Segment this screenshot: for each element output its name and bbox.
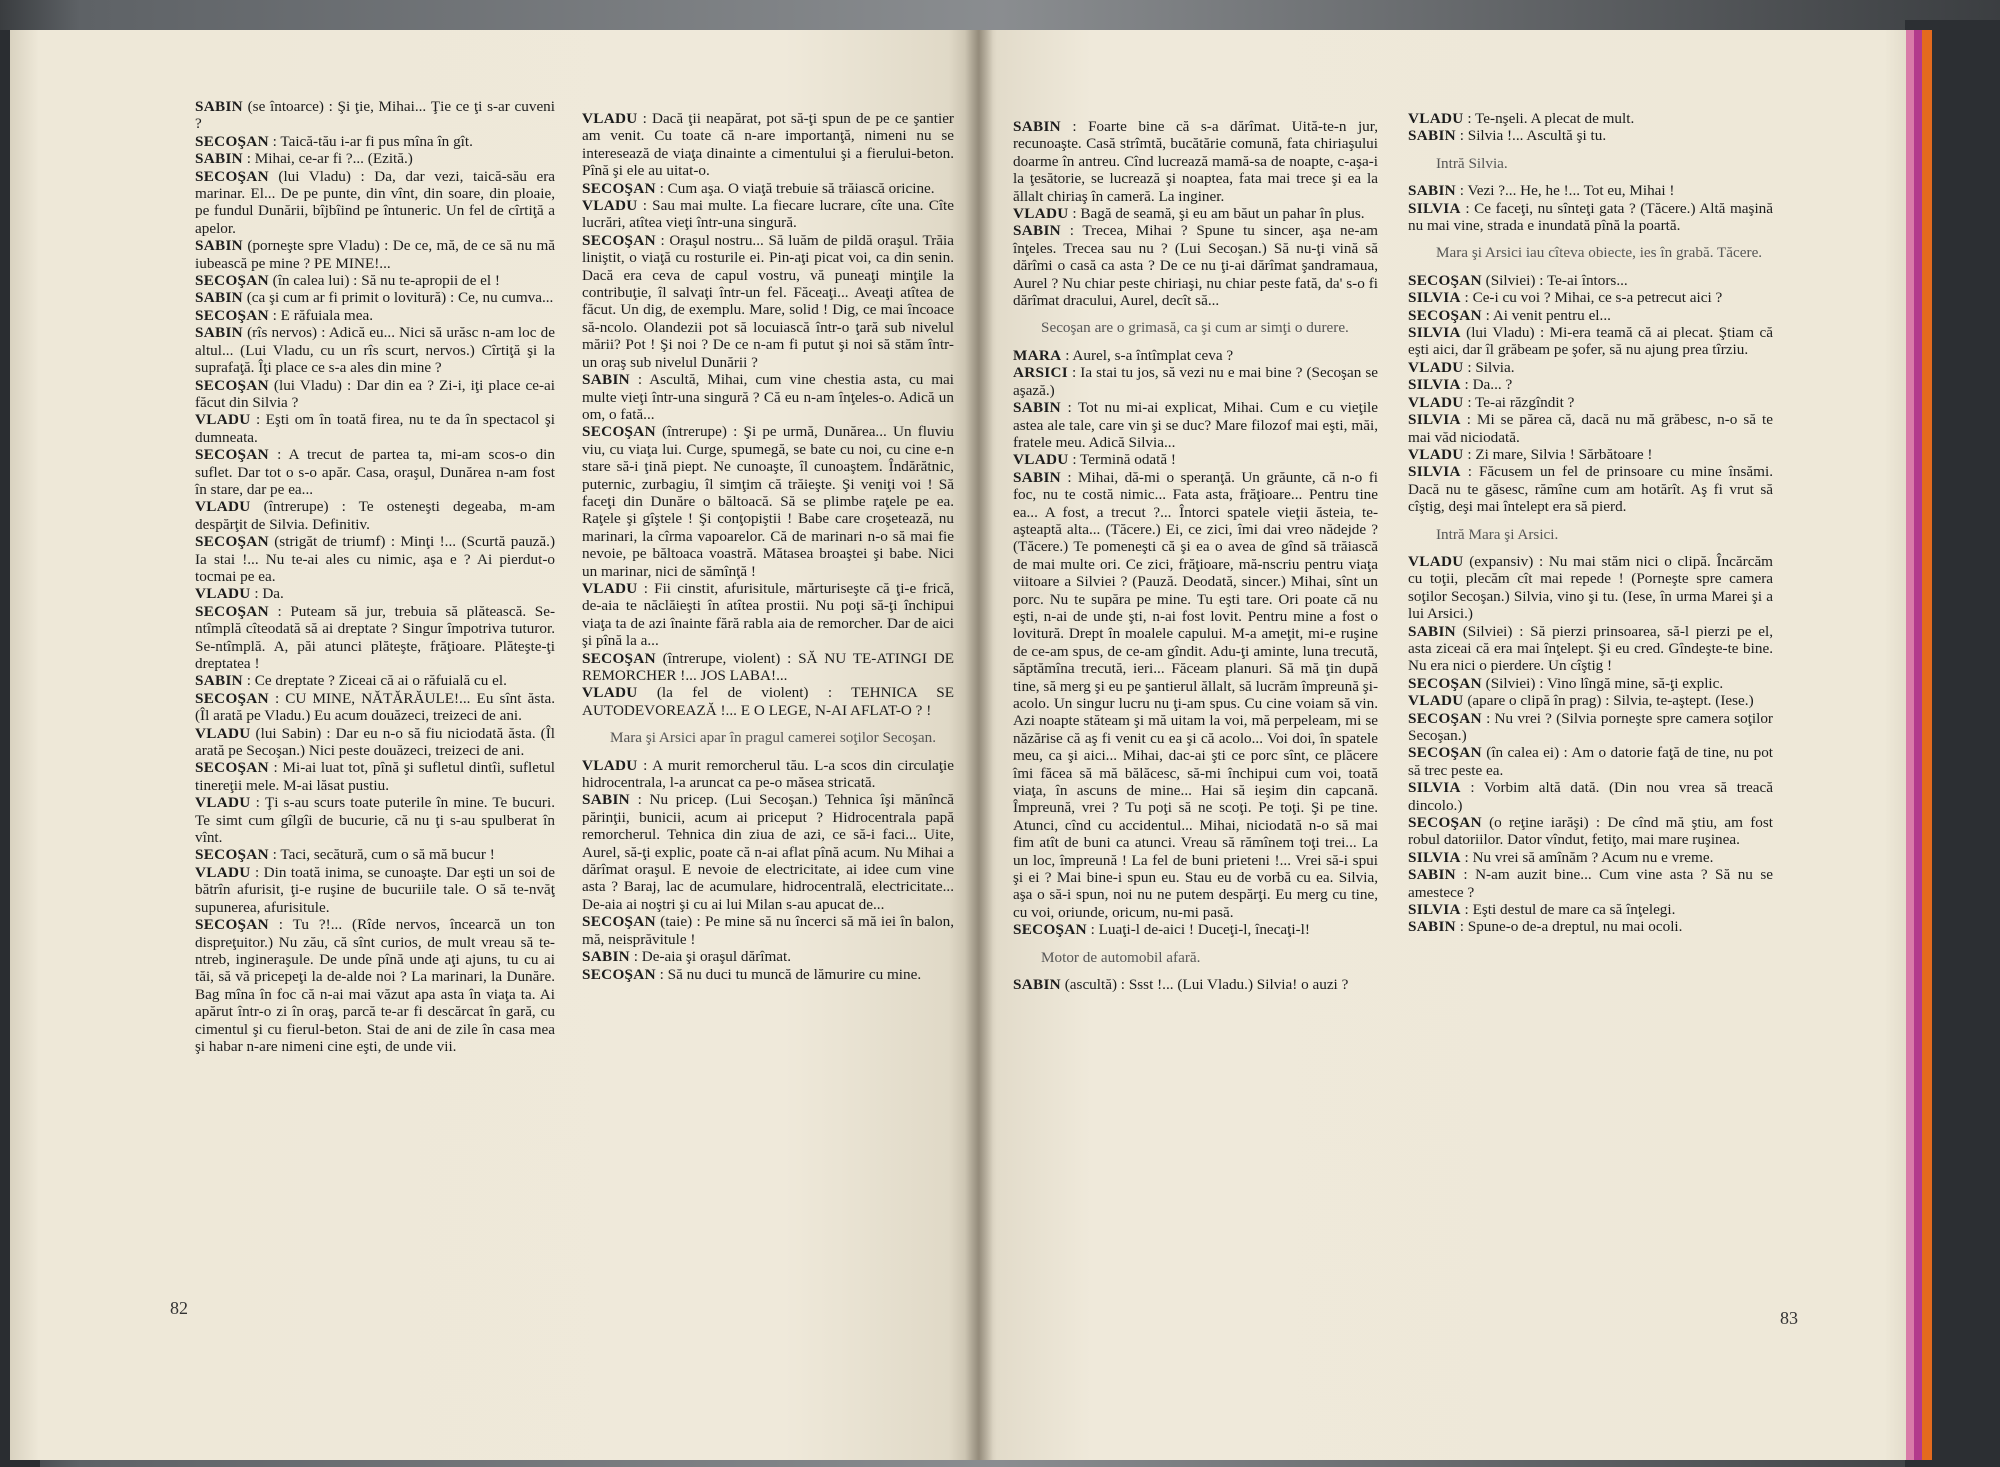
- dialogue-text: (o reţine iarăşi) : De cînd mă ştiu, am fost robul datoriilor. Dator vîndut, fetiţo, mai mare ruşinea.: [1408, 814, 1773, 849]
- speaker-name: SILVIA: [1408, 901, 1461, 919]
- speaker-name: VLADU: [582, 579, 638, 597]
- dialogue-line: [1408, 376, 1773, 393]
- dialogue-text: : Silvia.: [1467, 358, 1515, 376]
- dialogue-text: : CU MINE, NĂTĂRĂULE!... Eu sînt ăsta. (Îl arată pe Vladu.) Eu acum douăzeci, treizeci de ani.: [195, 689, 555, 725]
- stage-direction: Motor de automobil afară.: [1041, 948, 1201, 966]
- speaker-name: SECOŞAN: [1408, 271, 1482, 289]
- dialogue-line: [1408, 918, 1773, 935]
- dialogue-text: : Făcusem un fel de prinsoare cu mine însămi. Dacă nu te găsesc, rămîne cum am hotărît. Aş fi vrut să cîştig, deşi mai întelept era să pierd.: [1408, 463, 1773, 516]
- dialogue-line: [582, 966, 954, 983]
- dialogue-line: [1408, 866, 1773, 901]
- dialogue-text: (apare o clipă în prag) : Silvia, te-aştept. (Iese.): [1467, 692, 1754, 710]
- dialogue-line: [1013, 205, 1378, 222]
- speaker-name: MARA: [1013, 346, 1062, 364]
- dialogue-line: [195, 411, 555, 446]
- speaker-name: SABIN: [195, 150, 243, 168]
- speaker-name: SABIN: [195, 237, 243, 255]
- speaker-name: SECOŞAN: [1408, 306, 1482, 324]
- dialogue-line: [582, 232, 954, 371]
- dialogue-text: (taie) : Pe mine să nu încerci să mă iei în balon, mă, neisprăvitule !: [582, 913, 955, 948]
- dialogue-line: [1408, 394, 1773, 411]
- speaker-name: VLADU: [1408, 358, 1464, 376]
- dialogue-text: : Ai venit pentru el...: [1485, 306, 1611, 324]
- right-page: [978, 30, 1922, 1460]
- speaker-name: SECOŞAN: [582, 913, 656, 931]
- speaker-name: VLADU: [1408, 110, 1464, 127]
- dialogue-text: : Eşti om în toată firea, nu te da în spectacol şi dumneata.: [195, 411, 556, 446]
- speaker-name: SECOŞAN: [582, 231, 656, 249]
- dialogue-text: : N-am auzit bine... Cum vine asta ? Să nu se amestece ?: [1408, 866, 1773, 901]
- dialogue-text: : Sau mai multe. La fiecare lucrare, cîte una. Cîte lucrări, atîtea vieţi într-una singură.: [582, 197, 954, 232]
- speaker-name: SABIN: [582, 371, 630, 389]
- dialogue-line: [1013, 451, 1378, 468]
- dialogue-text: : Nu vrei ? (Silvia porneşte spre camera soţilor Secoşan.): [1408, 709, 1773, 744]
- dialogue-text: : Taică-tău i-ar fi pus mîna în gît.: [272, 132, 473, 150]
- speaker-name: SECOŞAN: [195, 602, 269, 620]
- speaker-name: VLADU: [1408, 393, 1464, 411]
- dialogue-line: [195, 150, 555, 167]
- dialogue-line: [582, 371, 954, 423]
- dialogue-line: [1408, 324, 1773, 359]
- dialogue-text: (strigăt de triumf) : Minţi !... (Scurtă pauză.) Ia stai !... Nu te-ai ales cu nimic, aşa e ? Ai pierdut-o tocmai pe ea.: [195, 533, 555, 585]
- speaker-name: SABIN: [582, 948, 630, 966]
- dialogue-line: [582, 757, 954, 792]
- speaker-name: VLADU: [582, 756, 638, 774]
- dialogue-line: [582, 110, 954, 180]
- speaker-name: SECOŞAN: [195, 533, 269, 551]
- stage-direction: Secoşan are o grimasă, ca şi cum ar simţi o durere.: [1041, 319, 1349, 337]
- dialogue-line: [195, 725, 555, 760]
- dialogue-line: [195, 168, 555, 238]
- speaker-name: SECOŞAN: [195, 306, 269, 324]
- speaker-name: SABIN: [1013, 118, 1061, 135]
- speaker-name: VLADU: [582, 197, 638, 215]
- dialogue-line: [1408, 814, 1773, 849]
- dialogue-line: [195, 916, 555, 1055]
- dialogue-text: (lui Vladu) : Mi-era teamă că ai plecat. Ştiam că eşti aici, dar îl grăbeam pe şofer, să nu ajung prea tîrziu.: [1408, 324, 1774, 359]
- dialogue-text: (întrerupe) : Te osteneşti degeaba, m-am despărţit de Silvia. Definitiv.: [195, 498, 556, 533]
- speaker-name: VLADU: [195, 411, 251, 429]
- speaker-name: SECOŞAN: [1408, 709, 1482, 727]
- speaker-name: VLADU: [195, 724, 251, 742]
- book-spread: [10, 30, 1922, 1460]
- dialogue-text: (Silviei) : Să pierzi prinsoarea, să-l pierzi pe el, asta ziceai că era mai înţelept. Şi eu cred. Gîndeşte-te bine. Nu era nici o pierdere. Un cîştig !: [1408, 622, 1773, 675]
- speaker-name: SECOŞAN: [582, 965, 656, 983]
- dialogue-line: [1408, 744, 1773, 779]
- dialogue-text: : Ascultă, Mihai, cum vine chestia asta, cu mai multe vieţi într-una singură ? Că eu n-am înţeles-o. Adică un om, o fată...: [582, 371, 954, 423]
- dialogue-text: (lui Vladu) : Da, dar vezi, taică-său era marinar. El... De pe punte, din vînt, din soare, din ploaie, pe fundul Dunării, bîjbîind pe întuneric. Un fel de cîrtiţă a apelor.: [195, 167, 556, 237]
- speaker-name: SECOŞAN: [1013, 921, 1087, 939]
- dialogue-text: : Da.: [254, 585, 284, 603]
- dialogue-text: (lui Vladu) : Dar din ea ? Zi-i, iţi place ce-ai făcut din Silvia ?: [195, 376, 556, 411]
- page-edge-stripe: [1914, 30, 1922, 1460]
- speaker-name: SABIN: [1013, 468, 1061, 486]
- dialogue-line: [1013, 976, 1378, 993]
- dialogue-line: [1408, 692, 1773, 709]
- dialogue-line: [195, 237, 555, 272]
- dialogue-line: [1408, 307, 1773, 324]
- speaker-name: SECOŞAN: [195, 167, 269, 185]
- dialogue-text: : Oraşul nostru... Să luăm de pildă oraşul. Trăia liniştit, o viaţă cu rosturile ei. Pin-aţi picat voi, ca din senin. Dacă era ceva de capul vostru, vă puneaţi minţile la contribuţie, îl salvaţi într-un fel. Făceaţi... Aveaţi atîtea de făcut. Un dig, de exemplu. Mare, solid ! Dig, ce mai încoace să-ncolo. Olandezii pot să locuiască într-o ţară sub nivelul mării? Pot ! Şi noi ? De ce n-am fi putut şi noi să stăm într-un oraş sub nivelul Dunării ?: [582, 231, 955, 371]
- dialogue-line: [195, 98, 555, 133]
- dialogue-line: [582, 423, 954, 580]
- speaker-name: SILVIA: [1408, 199, 1461, 217]
- speaker-name: SECOŞAN: [195, 846, 269, 864]
- dialogue-text: : Termină odată !: [1072, 451, 1176, 469]
- dialogue-line: [1408, 411, 1773, 446]
- dialogue-line: [195, 864, 555, 916]
- dialogue-text: : Te-nşeli. A plecat de mult.: [1467, 110, 1635, 127]
- speaker-name: SILVIA: [1408, 324, 1461, 342]
- speaker-name: SECOŞAN: [195, 272, 269, 290]
- dialogue-line: [1408, 901, 1773, 918]
- dialogue-text: : Ce-i cu voi ? Mihai, ce s-a petrecut aici ?: [1464, 289, 1723, 307]
- speaker-name: VLADU: [195, 585, 251, 603]
- book-gutter: [965, 30, 993, 1460]
- dialogue-line: [582, 913, 954, 948]
- dialogue-text: (expansiv) : Nu mai stăm nici o clipă. Încărcăm cu toţii, plecăm cît mai repede ! (Porneşte spre camera soţilor Secoşan.) Silvia, vino şi tu. (Iese, în urma Marei şi a lui Arsici.): [1408, 552, 1773, 623]
- dialogue-text: : De-aia şi oraşul dărîmat.: [633, 948, 792, 966]
- dialogue-text: (porneşte spre Vladu) : De ce, mă, de ce să nu mă iubească pe mine ? PE MINE!...: [195, 237, 556, 272]
- dialogue-line: [582, 197, 954, 232]
- dialogue-text: (în calea ei) : Am o datorie faţă de tine, nu pot să trec peste ea.: [1408, 744, 1774, 779]
- speaker-name: SILVIA: [1408, 411, 1461, 429]
- dialogue-line: [1408, 110, 1773, 127]
- dialogue-line: [1013, 118, 1378, 205]
- dialogue-text: : Da... ?: [1464, 376, 1513, 394]
- dialogue-text: : Tot nu mi-ai explicat, Mihai. Cum e cu vieţile astea ale tale, care vin şi se duc? Mare filozof mai eşti, măi, fratele meu. Adică Silvia...: [1013, 399, 1378, 451]
- speaker-name: SABIN: [1013, 976, 1061, 994]
- dialogue-line: [195, 603, 555, 673]
- dialogue-line: [1408, 182, 1773, 199]
- speaker-name: SILVIA: [1408, 289, 1461, 307]
- page-number-right: 83: [1780, 1308, 1798, 1328]
- dialogue-text: (la fel de violent) : TEHNICA SE AUTODEVOREAZĂ !... E O LEGE, N-AI AFLAT-O ? !: [582, 684, 954, 719]
- dialogue-text: : Tu ?!... (Rîde nervos, încearcă un ton dispreţuitor.) Nu zău, că sînt curios, de mult vreau să te-ntreb, ingineraşule. De unde pînă unde aţi ajuns, tu cu ai tăi, să vă pricepeţi la de-alde noi ? La marinari, la Dunăre. Bag mîna în foc că n-ai mai văzut apa asta în viaţa ta. Ai apărut într-o zi în oraş, parcă te-ar fi descărcat în gară, cu cimentul şi cu fierul-beton. Stai de ani de zile în casa mea şi habar n-are nimeni cine eşti, de unde vii.: [195, 916, 555, 1055]
- dialogue-line: [195, 794, 555, 846]
- speaker-name: SECOŞAN: [1408, 674, 1482, 692]
- speaker-name: VLADU: [1408, 445, 1464, 463]
- speaker-name: VLADU: [582, 684, 638, 702]
- stage-direction: Intră Mara şi Arsici.: [1436, 525, 1559, 543]
- dialogue-text: : Vorbim altă dată. (Din nou vrea să treacă dincolo.): [1408, 779, 1774, 814]
- speaker-name: SECOŞAN: [582, 649, 656, 667]
- speaker-name: SABIN: [195, 98, 243, 115]
- speaker-name: SECOŞAN: [195, 916, 269, 934]
- dialogue-line: [195, 690, 555, 725]
- speaker-name: SABIN: [582, 791, 630, 809]
- speaker-name: SABIN: [195, 289, 243, 307]
- dialogue-line: [582, 650, 954, 685]
- dialogue-line: [195, 272, 555, 289]
- speaker-name: SABIN: [195, 324, 243, 342]
- dialogue-line: [195, 289, 555, 306]
- dialogue-text: : A trecut de partea ta, mi-am scos-o din suflet. Dar tot o s-o apăr. Casa, oraşul, Dunărea n-am fost în stare, dar pe ea...: [195, 446, 555, 498]
- left-page-column-1: [195, 98, 555, 1055]
- dialogue-text: : Fii cinstit, afurisitule, mărturiseşte că ţi-e frică, de-aia te năclăieşti în atîtea prostii. Nu poţi să-ţi închipui viaţa ta de azi înainte fără rabla aia de remorcher. Dar de aici şi pînă la a...: [582, 579, 955, 650]
- dialogue-text: (în calea lui) : Să nu te-apropii de el !: [272, 272, 500, 290]
- dialogue-line: [195, 133, 555, 150]
- speaker-name: VLADU: [195, 794, 251, 812]
- dialogue-text: (ca şi cum ar fi primit o lovitură) : Ce, nu cumva...: [246, 289, 554, 307]
- right-page-column-1: [1013, 118, 1378, 994]
- dialogue-text: : Trecea, Mihai ? Spune tu sincer, aşa ne-am înţeles. Trecea sau nu ? (Lui Secoşan.) Să nu-ţi vină să dărîmi o casă ca asta ? De ce nu ţi-ai dărîmat şandramaua, Aurel ? Nu chiar peste chiriaşi, nu chiar peste fată, da' s-o fi dărîmat dracului, Aurel, decît să...: [1013, 222, 1378, 310]
- speaker-name: VLADU: [582, 110, 638, 127]
- dialogue-line: [582, 684, 954, 719]
- speaker-name: SECOŞAN: [195, 689, 269, 707]
- speaker-name: SECOŞAN: [195, 132, 269, 150]
- speaker-name: VLADU: [1013, 205, 1069, 223]
- dialogue-line: [1408, 463, 1773, 515]
- dialogue-text: : Nu vrei să amînăm ? Acum nu e vreme.: [1464, 848, 1714, 866]
- dialogue-line: [1013, 222, 1378, 309]
- left-page-column-2: [582, 110, 954, 983]
- speaker-name: SABIN: [195, 672, 243, 690]
- dialogue-text: : Bagă de seamă, şi eu am băut un pahar în plus.: [1072, 205, 1365, 223]
- dialogue-text: : Silvia !... Ascultă şi tu.: [1459, 127, 1607, 145]
- dialogue-line: [582, 948, 954, 965]
- speaker-name: SECOŞAN: [582, 179, 656, 197]
- dialogue-text: : Ia stai tu jos, să vezi nu e mai bine ? (Secoşan se aşază.): [1013, 364, 1378, 399]
- speaker-name: VLADU: [1013, 451, 1069, 469]
- dialogue-text: : Te-ai răzgîndit ?: [1467, 393, 1575, 411]
- dialogue-line: [582, 180, 954, 197]
- dialogue-line: [582, 580, 954, 650]
- dialogue-text: : Nu pricep. (Lui Secoşan.) Tehnica îşi mănîncă părinţii, bunicii, acum ai priceput ? Hidrocentrala papă remorcherul. Tehnica din ziua de azi, ce să-i faci... Uite, Aurel, să-ţi explic, poate că n-ai aflat pînă acum. Nu Mihai a dărîmat oraşul. E nevoie de electricitate, ai idee cum vine asta ? Baraj, lac de acumulare, hidrocentrală, electricitate... De-aia ai noştri şi cu ai lui Milan s-au apucat de...: [582, 791, 954, 913]
- dialogue-line: [1408, 553, 1773, 623]
- dialogue-text: : Cum aşa. O viaţă trebuie să trăiască oricine.: [659, 179, 935, 197]
- speaker-name: SABIN: [1408, 918, 1456, 936]
- left-page: [10, 30, 978, 1460]
- dialogue-text: : Mihai, dă-mi o speranţă. Un grăunte, că n-o fi foc, nu te costă nimic... Fata asta, frăţioare... Pentru tine ea... A fost, a trecut ?... Întorci spatele vieţii ăsteia, te-aşteaptă alta... (Tăcere.) Ei, ce zici, îmi dai vreo nădejde ? (Tăcere.) Te pomeneşti că şi ea o avea de gînd să trăiască de mai multe ori. Ce zici, frăţioare, mă-nscriu pentru viaţa viitoare a Silviei ? (Pauză. Deodată, sincer.) Mihai, sînt un porc. Nu te supăra pe mine. Tu eşti tare. Ori poate că nu eşti, n-ai de unde şti, n-ai fost lovit. Pentru mine a fost o lovitură. Drept în moalele capului. M-a ameţit, mi-e ruşine de ce-am spus, de ce-am gîndit. Adu-ţi aminte, luna trecută, săptămîna trecută, ieri... Făceam planuri. Să mă ţin după tine, să merg şi eu pe şantierul ăllalt, să lucrăm împreună şi-acolo. Un singur lucru nu ţi-am spus. Cu cine voiam să vin. Azi noapte stăteam şi mă uitam la voi, mă perpeleam, mi se năzărise că aş fi venit cu ea şi că acolo... Voi doi, în spatele meu, ca şi aici... Mihai, dac-ai şti ce porc sînt, ce plăcere îmi făcea să mă bălăcesc, să-mi închipui cum voi, toată viaţa, în ascuns de mine... Hai să ieşim din capcană. Împreună, vrei ? Tu poţi să ne scoţi. Pe toţi. Şi pe tine. Atunci, cînd cu accidentul... Mihai, niciodată n-o să mai fim atît de buni ca atunci. Vreau să rămînem toţi trei... La un loc, împreună ! La fel de buni prieteni !... Vrei să-i spui şi ei ? Mai bine-i spun eu. Stau eu de vorbă cu ea. Silvia, aşa o să-i spun, noi nu ne putem despărţi. Eu merg cu tine, cu voi, oriunde, oricum, nu-mi pasă.: [1013, 468, 1378, 921]
- dialogue-line: [195, 846, 555, 863]
- dialogue-text: : Foarte bine că s-a dărîmat. Uită-te-n jur, recunoaşte. Casă strîmtă, bucătărie comună, fata chiriaşului doarme în antreu. Cînd lucrează mamă-sa de noapte, c-aşa-i la ţesătorie, se lucrează şi noaptea, fata mai trece şi ea la ăllalt chiriaş în cameră. La inginer.: [1013, 118, 1379, 205]
- dialogue-line: [195, 533, 555, 585]
- dialogue-text: : Mi-ai luat tot, pînă şi sufletul dintîi, sufletul tinereţii mele. M-ai lăsat pustiu.: [195, 759, 555, 794]
- speaker-name: ARSICI: [1013, 364, 1068, 382]
- dialogue-text: : Taci, secătură, cum o să mă bucur !: [272, 846, 495, 864]
- dialogue-line: [1408, 272, 1773, 289]
- dialogue-line: [195, 377, 555, 412]
- dialogue-text: : Mi se părea că, dacă nu mă grăbesc, n-o să te mai văd niciodată.: [1408, 411, 1774, 446]
- dialogue-text: (ascultă) : Ssst !... (Lui Vladu.) Silvia! o auzi ?: [1064, 976, 1349, 994]
- speaker-name: VLADU: [195, 498, 251, 516]
- dialogue-line: [1408, 200, 1773, 235]
- speaker-name: SECOŞAN: [1408, 814, 1482, 832]
- dialogue-text: : Mihai, ce-ar fi ?... (Ezită.): [246, 150, 413, 168]
- dialogue-line: [1013, 921, 1378, 938]
- dialogue-text: : Ce faceţi, nu sînteţi gata ? (Tăcere.) Altă maşină nu mai vine, strada e inundată pînă la poartă.: [1408, 199, 1773, 235]
- dialogue-text: : Luaţi-l de-aici ! Duceţi-l, înecaţi-l!: [1090, 921, 1310, 939]
- speaker-name: SABIN: [1408, 866, 1456, 884]
- speaker-name: SECOŞAN: [195, 376, 269, 394]
- speaker-name: VLADU: [1408, 692, 1464, 710]
- dialogue-line: [1408, 289, 1773, 306]
- dialogue-text: : Vezi ?... He, he !... Tot eu, Mihai !: [1459, 182, 1675, 200]
- dialogue-line: [1408, 446, 1773, 463]
- speaker-name: SILVIA: [1408, 463, 1461, 481]
- speaker-name: SECOŞAN: [195, 446, 269, 464]
- dialogue-text: (Silviei) : Vino lîngă mine, să-ţi explic.: [1485, 674, 1724, 692]
- dialogue-text: (întrerupe) : Şi pe urmă, Dunărea... Un fluviu viu, cu viaţa lui. Curge, spumegă, se bate cu noi, cu cine e-n stare să-i ţină piept. Ne cunoaşte, îl cunoaştem. Îndărătnic, puternic, zurbagiu, îl simţim că trăieşte. Şi veniţi voi ! Să faceţi din Dunăre o băltoacă. Să se plimbe raţele pe ea. Raţele şi gîştele ! Şi conţopiştii ! Babe care croşetează, nu marinari, la cîrma vapoarelor. Că de marinari n-o să mai fie nevoie, pe băltoaca voastră. Mătasea broaştei şi babe. Nici un marinar, nici de sămînţă !: [582, 423, 954, 580]
- dialogue-line: [1408, 675, 1773, 692]
- speaker-name: VLADU: [1408, 552, 1464, 570]
- dialogue-line: [1408, 710, 1773, 745]
- page-edge-stripe: [1922, 30, 1932, 1460]
- dialogue-line: [195, 307, 555, 324]
- speaker-name: SECOŞAN: [1408, 744, 1482, 762]
- right-page-column-2: [1408, 110, 1773, 936]
- dialogue-line: [1013, 347, 1378, 364]
- dialogue-line: [582, 791, 954, 913]
- dialogue-text: : Aurel, s-a întîmplat ceva ?: [1065, 346, 1234, 364]
- speaker-name: SILVIA: [1408, 376, 1461, 394]
- stage-direction: Intră Silvia.: [1436, 154, 1508, 172]
- dialogue-text: : Să nu duci tu muncă de lămurire cu mine.: [659, 965, 922, 983]
- dialogue-line: [1408, 359, 1773, 376]
- dialogue-line: [195, 498, 555, 533]
- dialogue-line: [1013, 399, 1378, 451]
- dialogue-line: [1408, 779, 1773, 814]
- dialogue-line: [1408, 623, 1773, 675]
- dialogue-text: : Ţi s-au scurs toate puterile în mine. Te bucuri. Te simt cum gîlgîi de bucurie, că nu ţi s-au spulberat în vînt.: [195, 794, 555, 847]
- page-number-left: 82: [170, 1298, 188, 1318]
- speaker-name: SILVIA: [1408, 848, 1461, 866]
- dialogue-text: (rîs nervos) : Adică eu... Nici să urăsc n-am loc de altul... (Lui Vladu, cu un rîs scurt, nervos.) Cîrtiţă şi la suprafaţă. Îţi place ce s-a ales din mine ?: [195, 324, 555, 377]
- stage-direction: Mara şi Arsici apar în pragul camerei soţilor Secoşan.: [610, 729, 937, 747]
- dialogue-text: : Puteam să jur, trebuia să plătească. Se-ntîmplă cîteodată să ai dreptate ? Singur împotriva tuturor. Se-ntîmplă. A, păi atunci plăteşte, frăţioare. Plăteşte-ţi dreptatea !: [195, 602, 556, 672]
- speaker-name: SECOŞAN: [195, 759, 269, 777]
- dialogue-line: [1013, 364, 1378, 399]
- dialogue-line: [195, 585, 555, 602]
- dialogue-line: [195, 446, 555, 498]
- dialogue-text: (întrerupe, violent) : SĂ NU TE-ATINGI DE REMORCHER !... JOS LABA!...: [582, 649, 954, 684]
- dialogue-line: [195, 759, 555, 794]
- dialogue-text: : Dacă ţii neapărat, pot să-ţi spun de pe ce şantier am venit. Cu toate că n-are importanţă, nimeni nu se interesează de viaţa dinainte a cimentului şi a fierului-beton. Pînă şi ele au uitat-o.: [582, 110, 954, 180]
- speaker-name: SABIN: [1013, 399, 1061, 417]
- dialogue-text: (lui Sabin) : Dar eu n-o să fiu niciodată ăsta. (Îl arată pe Secoşan.) Nici peste douăzeci, treizeci de ani.: [195, 724, 555, 760]
- speaker-name: SABIN: [1408, 127, 1456, 145]
- page-edge-stripe: [1906, 30, 1914, 1460]
- dialogue-text: : Din toată inima, se cunoaşte. Dar eşti un soi de bătrîn afurisit, ţi-e ruşine de bucuriile tale. O să te-nvăţ supunerea, afurisitule.: [195, 863, 555, 916]
- speaker-name: SABIN: [1013, 222, 1061, 240]
- dialogue-text: : Zi mare, Silvia ! Sărbătoare !: [1467, 445, 1653, 463]
- speaker-name: SILVIA: [1408, 779, 1461, 797]
- speaker-name: SABIN: [1408, 622, 1456, 640]
- dialogue-text: : Ce dreptate ? Ziceai că ai o răfuială cu el.: [246, 672, 507, 690]
- dialogue-text: : Eşti destul de mare ca să înţelegi.: [1464, 901, 1676, 919]
- stage-direction: Mara şi Arsici iau cîteva obiecte, ies în grabă. Tăcere.: [1436, 244, 1763, 262]
- dialogue-text: (Silviei) : Te-ai întors...: [1485, 271, 1628, 289]
- dialogue-text: : Spune-o de-a dreptul, nu mai ocoli.: [1459, 918, 1683, 936]
- dialogue-line: [1408, 127, 1773, 144]
- dialogue-text: (se întoarce) : Şi ţie, Mihai... Ţie ce ţi s-ar cuveni ?: [195, 98, 555, 133]
- dialogue-line: [195, 324, 555, 376]
- dialogue-text: : A murit remorcherul tău. L-a scos din circulaţie hidrocentrala, l-a aruncat ca pe-o măsea stricată.: [582, 756, 955, 792]
- dialogue-text: : E răfuiala mea.: [272, 306, 373, 324]
- dialogue-line: [1013, 469, 1378, 922]
- speaker-name: SECOŞAN: [582, 423, 656, 441]
- speaker-name: SABIN: [1408, 182, 1456, 200]
- dialogue-line: [1408, 849, 1773, 866]
- speaker-name: VLADU: [195, 863, 251, 881]
- dialogue-line: [195, 672, 555, 689]
